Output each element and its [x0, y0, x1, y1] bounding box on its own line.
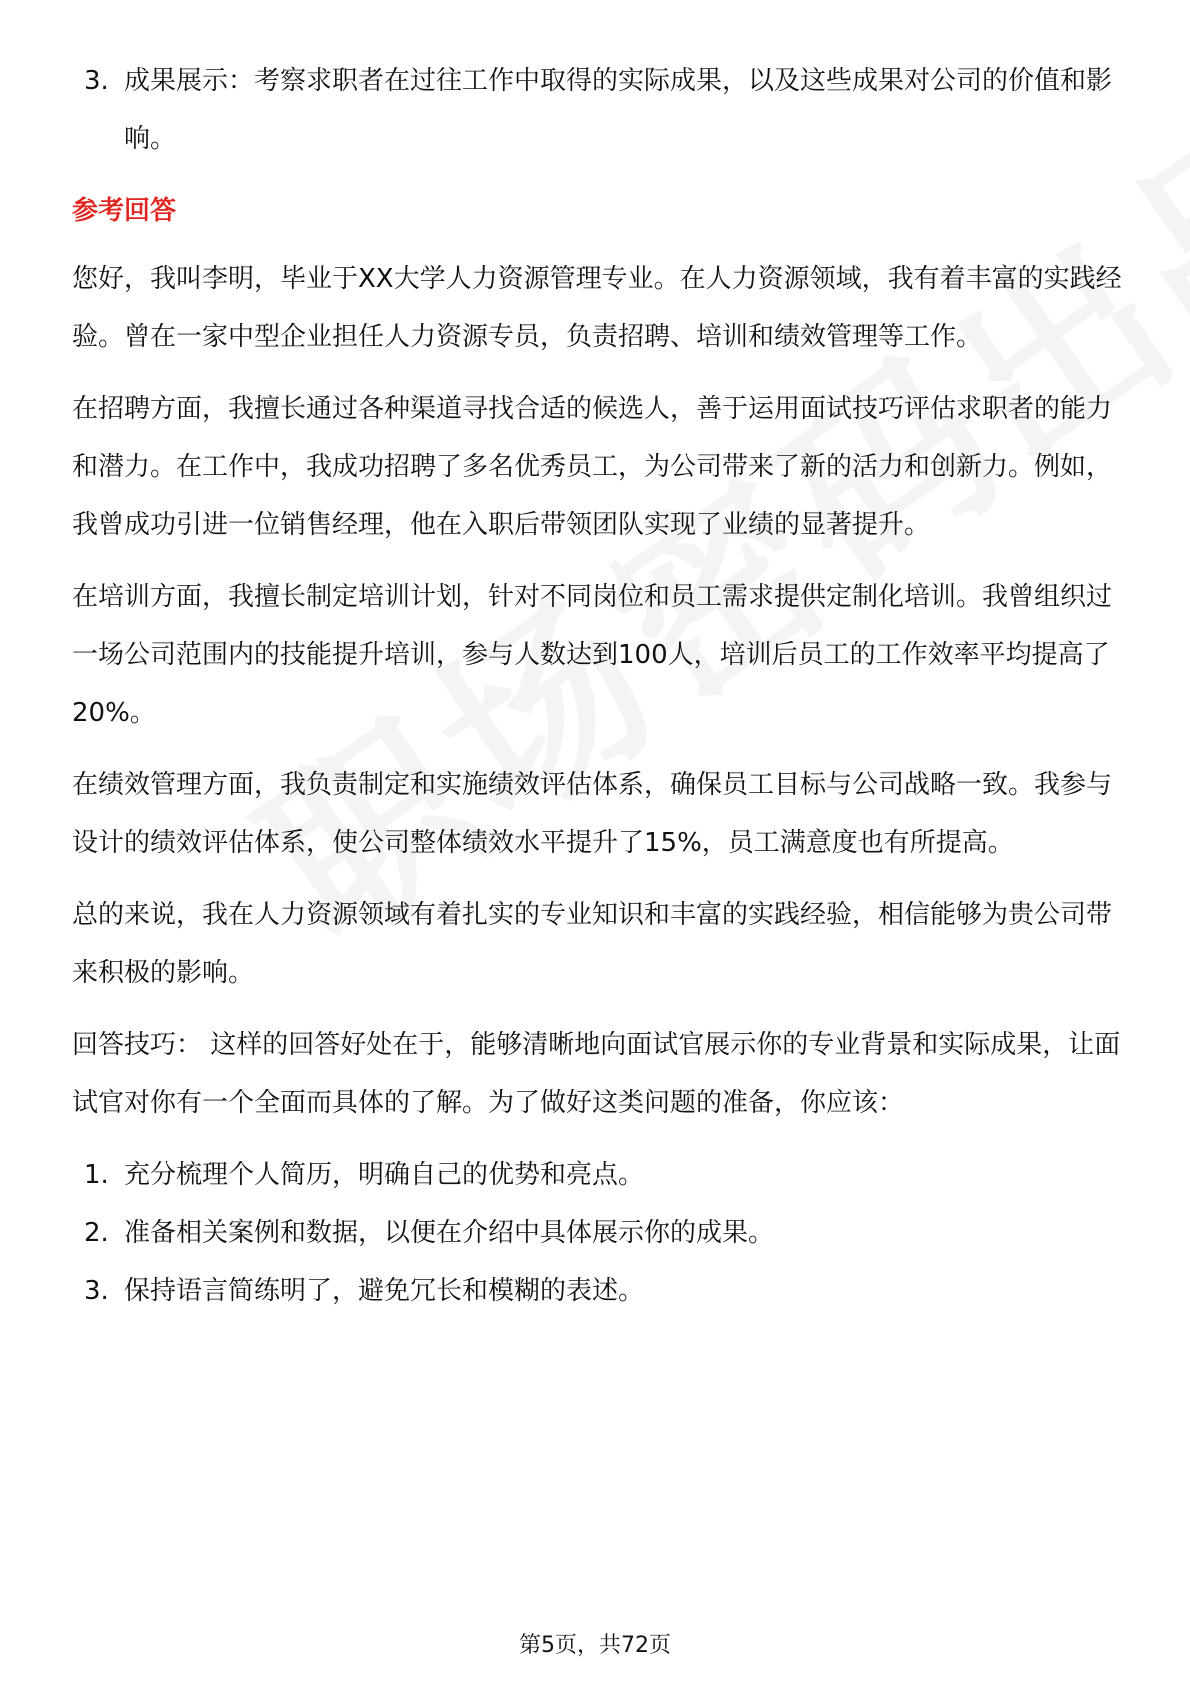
paragraph: 总的来说，我在人力资源领域有着扎实的专业知识和丰富的实践经验，相信能够为贵公司带来积极的影响。	[72, 900, 1113, 988]
list-text: 充分梳理个人简历，明确自己的优势和亮点。	[124, 1160, 645, 1190]
tips-paragraph: 回答技巧： 这样的回答好处在于，能够清晰地向面试官展示你的专业背景和实际成果，让面试官对你有一个全面而具体的了解。为了做好这类问题的准备，你应该：	[72, 1030, 1121, 1118]
list-number: 2.	[84, 1218, 109, 1248]
paragraph: 在培训方面，我擅长制定培训计划，针对不同岗位和员工需求提供定制化培训。我曾组织过一场公司范围内的技能提升培训，参与人数达到100人，培训后员工的工作效率平均提高了20%。	[72, 582, 1113, 728]
list-item	[72, 1146, 1122, 1204]
list-item	[72, 1262, 1122, 1320]
list-text: 成果展示：考察求职者在过往工作中取得的实际成果，以及这些成果对公司的价值和影响。	[124, 66, 1113, 154]
section-heading: 参考回答	[72, 196, 177, 226]
list-text: 保持语言简练明了，避免冗长和模糊的表述。	[124, 1276, 645, 1306]
list-number: 3.	[84, 1276, 109, 1306]
page-footer: 第5页，共72页	[519, 1633, 671, 1658]
list-item	[72, 52, 1122, 168]
paragraph: 在招聘方面，我擅长通过各种渠道寻找合适的候选人，善于运用面试技巧评估求职者的能力和潜力。在工作中，我成功招聘了多名优秀员工，为公司带来了新的活力和创新力。例如，我曾成功引进一位销售经理，他在入职后带领团队实现了业绩的显著提升。	[72, 394, 1113, 540]
list-number: 1.	[84, 1160, 109, 1190]
list-item	[72, 1204, 1122, 1262]
list-text: 准备相关案例和数据，以便在介绍中具体展示你的成果。	[124, 1218, 775, 1248]
paragraph: 在绩效管理方面，我负责制定和实施绩效评估体系，确保员工目标与公司战略一致。我参与设计的绩效评估体系，使公司整体绩效水平提升了15%，员工满意度也有所提高。	[72, 770, 1113, 858]
tips-list	[72, 1146, 1122, 1320]
document-body	[72, 52, 1122, 1320]
list-number: 3.	[84, 66, 109, 96]
paragraph: 您好，我叫李明，毕业于XX大学人力资源管理专业。在人力资源领域，我有着丰富的实践经验。曾在一家中型企业担任人力资源专员，负责招聘、培训和绩效管理等工作。	[72, 264, 1122, 352]
